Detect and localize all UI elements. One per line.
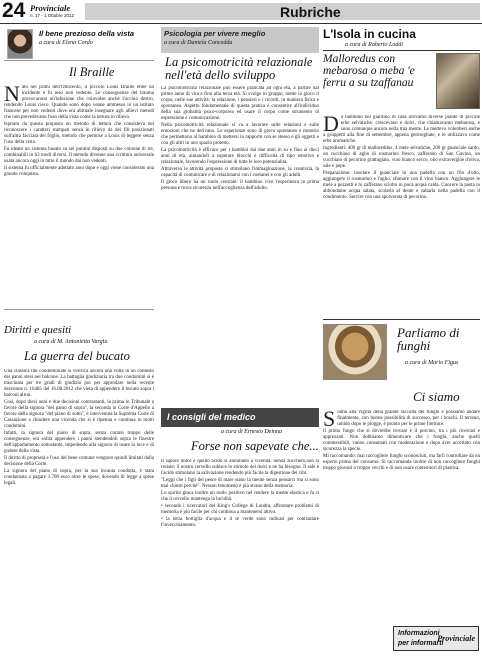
masthead <box>0 0 482 27</box>
paragraph: Il primo fungo che si dovrebbe trovare è il porcino, tra i più ricercati e apprezzati. Non dobbiamo dimenticare che i funghi, anche quelli commestibili, vanno consumati con moderazione e dopo aver accertato con sicurezza la specie. <box>323 429 480 452</box>
column-byline: a cura di Elena Cordo <box>39 40 93 46</box>
paragraph: Il gioco libero ha un ruolo centrale: il bambino vive l'esperienza in prima persona e trova sicurezza nell'accoglienza dell'adulto. <box>161 180 319 191</box>
rights-article-title: La guerra del bucato <box>24 349 130 363</box>
column-head: Il bene prezioso della vista <box>39 29 135 38</box>
paragraph: Infatti, la signora del piano di sopra, senza curarsi troppo delle conseguenze, era solita appendere i panni stendendoli sopra le finestre dell'appartamento sottostante, impedendo alla signora di usare la luce e di godere della vista. <box>4 431 154 454</box>
medical-head: I consigli del medico <box>167 412 256 422</box>
paragraph: Così, dopo dieci anni e due decisioni contrastanti, la prima in Tribunale a favore della signora "dei panni di sopra", la seconda in Corte d'Appello a favore della signora "del piano di sotto", è intervenuta la Suprema Corte di Cassazione a chiudere una vicenda che si è ripetuta e continua in molti condomini. <box>4 400 154 429</box>
column-banner <box>161 27 319 53</box>
ad-brand-logo: Provinciale <box>437 634 475 643</box>
rights-body <box>4 369 154 619</box>
article-body <box>161 86 319 406</box>
paragraph: Mi raccomando: mai raccogliere funghi sconosciuti, ma farli controllare da un esperto prima del consumo. Si raccomanda inoltre di non raccogliere funghi troppo giovani o troppo vecchi e di non usare contenitori di plastica. <box>323 454 480 471</box>
brand-logo: Provinciale <box>30 3 71 13</box>
paragraph: Preparazione: rosolare il guanciale in una padella con un filo d'olio, aggiungere il rosmarino e l'aglio, sfumare con il vino bianco. Aggiungere le mele a pezzetti e lo zafferano sciolto in poca acqua calda. Cuocere la pasta in abbondante acqua salata, scolarla al dente e saltarla nella padella con il condimento. Servire con una spolverata di pecorino. <box>323 171 480 200</box>
article-body <box>4 85 154 303</box>
paragraph: La psicomotricità è efficace per i bambini dai due anni in su e fino ai dieci anni di età, aiutandoli a superare blocchi e difficoltà di tipo emotivo e relazionale, favorendo l'espressione di tutte le loro potenzialità. <box>161 148 319 165</box>
paragraph: Fu ideato un sistema basato su sei puntini disposti su due colonne di tre, combinabili in 63 modi diversi. Il metodo divenne una scrittura universale usata ancora oggi in tutto il mondo dai non vedenti. <box>4 147 154 164</box>
column-head: Psicologia per vivere meglio <box>164 29 266 38</box>
paragraph: Lo spirito gioca inoltre un ruolo positivo nel rendere la mente elastica e fa sì che il cervello mantenga la lucidità. <box>161 491 319 502</box>
mushroom-photo <box>323 324 387 380</box>
paragraph: • la terza bottiglia d'acqua e il tè verde sono indicati per contrastare l'invecchiamento. <box>161 517 319 528</box>
paragraph: Il sistema fu ufficialmente adottato anni dopo e oggi viene considerato una grande conquista. <box>4 166 154 177</box>
paragraph: "Leggi che i figli del pesce di mare siano la mente senza pensarci ma si sono mai chiesti perché". Nessun fenomeno è più strano della memoria. <box>161 478 319 489</box>
rights-title: Diritti e quesiti <box>4 324 72 336</box>
paragraph: • secondo i ricercatori del King's College di Londra, affrontare problemi di memoria è più facile per chi continua a mantenersi attivo. <box>161 504 319 515</box>
dropcap: D <box>323 115 339 136</box>
author-photo <box>436 53 480 109</box>
paragraph: La psicomotricità relazionale può essere praticata ad ogni età, a partire dal primo anno di vita e fino alla terza età. Si svolge in gruppo, mette in gioco il corpo, nelle sue attività: la relazione, i pensieri e i ricordi, in maniera fisica e spontanea. Aspetto fondamentale di questa pratica è consentire all'individuo della sua globalità psico-corporea ed usare il corpo come strumento di espressione e comunicazione. <box>161 86 319 121</box>
mushroom-subhead <box>323 382 480 410</box>
info-ad-box <box>393 626 479 651</box>
rights-section <box>4 309 154 619</box>
column-psicologia <box>161 27 319 639</box>
article-title: La psicomotricità relazionale nell'età dello sviluppo <box>165 55 313 82</box>
paragraph: iamo alla vigilia della grande raccolta dei funghi e possiamo andare finalmente, con buone possibilità di successo, per i boschi. Il terreno, umido dopo le piogge, è pronto per le prime fioriture. <box>337 410 480 427</box>
recipe-header <box>323 53 480 111</box>
divider <box>323 50 480 51</box>
paragraph: Il diritto di proprietà e l'uso del bene comune vengono quindi limitati dalla decisione della Corte. <box>4 456 154 467</box>
paragraph: Attraverso le attività proposte si stimolano l'immaginazione, la creatività, la capacità di comunicare e di relazionarsi con i coetanei e con gli adulti. <box>161 167 319 178</box>
section-bar <box>85 3 480 20</box>
mushroom-header <box>323 322 480 382</box>
mushroom-byline: a cura di Mario Figus <box>405 360 459 366</box>
paragraph: La signora del piano di sopra, per la sua incauta condotta, è stata condannata a pagare 1.700 euro oltre le spese, dovendo di legge a spese legali. <box>4 469 154 486</box>
paragraph: a bambino nel giardino di casa avevamo diverse piante di piccole erbe selvatiche: crescevano e dolci, che chiamavamo mebarosa, e sono comunque ancora nella mia mente. Le mettevo volentieri anche a gruppetti alla fine di settembre, appena germogliate, e le utilizzavo come erbe aromatiche. <box>323 115 480 144</box>
column-byline: a cura di Roberto Loddi <box>345 42 403 48</box>
author-photo <box>7 29 33 59</box>
medical-body <box>161 459 319 639</box>
mushroom-title: Parliamo di funghi <box>397 325 460 353</box>
column-cucina <box>323 27 480 580</box>
issue-date: n. 17 - 1 Ottobre 2012 <box>30 13 75 18</box>
recipe-body <box>323 115 480 315</box>
article-title: Il Braille <box>69 65 115 79</box>
medical-banner <box>161 408 319 427</box>
medical-section <box>161 408 319 639</box>
rights-byline: a cura di M. Antonietta Vargiu <box>34 339 108 345</box>
paragraph: ato nei primi dell'Ottocento, il piccolo Louis Braille ebbe un incidente e fu reso non vedente. Le conseguenze del trauma provocarono un'infezione che coinvolse anche l'occhio destro, rendendo Louis cieco. Quando sono dopo venne ammesso in un istituto francese per non vedenti dove era abituale insegnare agli allievi metodi che non prevedevano l'uso della vista come la lettura in rilievo. <box>4 85 154 120</box>
page-number: 24 <box>2 0 26 22</box>
column-head: L'Isola in cucina <box>323 27 416 41</box>
divider <box>323 319 480 320</box>
paragraph: Ingredienti: 400 gr di malloreddus, 4 mele selvatiche, 200 gr guanciale sardo, un cucchiaio di aglio di rosmarino fresco, zafferano di San Gavino, un cucchiaio di pecorino grattugiato, vino bianco secco, olio extravergine d'oliva, sale e pepe. <box>323 146 480 169</box>
ad-line1: Informazioni <box>398 630 440 637</box>
dropcap: S <box>323 410 336 431</box>
ad-line2: per informarti <box>398 640 444 647</box>
paragraph: Nella psicomotricità relazionale si va a lavorare sulle relazioni e sulle emozioni che ne derivano. Le esperienze sono di gioco spontaneo e motorio che permettono al bambino di mettersi in rapporto con se stesso e gli oggetti e con gli altri in uno spazio protetto. <box>161 123 319 146</box>
column-header <box>4 27 154 61</box>
dropcap: N <box>4 85 20 106</box>
paragraph: Ispirato da questa proposta un metodo di lettura che consisteva nel riconoscere i caratteri stampati senza in rilievo da dei fili posizionati sull'altra facciata del foglio, metodo che permise a Louis di leggere senza l'uso della vista. <box>4 122 154 145</box>
paragraph: Una classica lite condominiale si verifica ancora una volta in un contesto dei panni stesi nel balcone. La battaglia giudiziaria tra due condomini si è trascinata per tre gradi di giudizio poi per approdare nella recente decisione n. 16485 del 16.08.2012 che vieta di appendere il bucato sopra i balconi altrui. <box>4 369 154 398</box>
mushroom-article-title: Ci siamo <box>413 389 460 404</box>
paragraph: Il sapore dolce e quello acido si annullano a vicenda. Senza zucchero,non si resiste: il nostro cervello subisce lo stimolo dei dolci e ne ha bisogno. Il sale e l'acido stimolano la salivazione rendendo più facile la digestione dei cibi. <box>161 459 319 476</box>
recipe-title: Malloredus con mebarosa o meba 'e ferru a su tzaffanau <box>323 53 415 89</box>
top-rule <box>0 23 482 24</box>
section-title: Rubriche <box>280 4 341 20</box>
medical-byline: a cura di Ernesto Deinna <box>221 429 282 435</box>
column-byline: a cura di Daniela Concedda <box>164 40 233 46</box>
mushroom-body <box>323 410 480 580</box>
column-vista <box>4 27 154 619</box>
medical-title: Forse non sapevate che... <box>191 439 319 453</box>
